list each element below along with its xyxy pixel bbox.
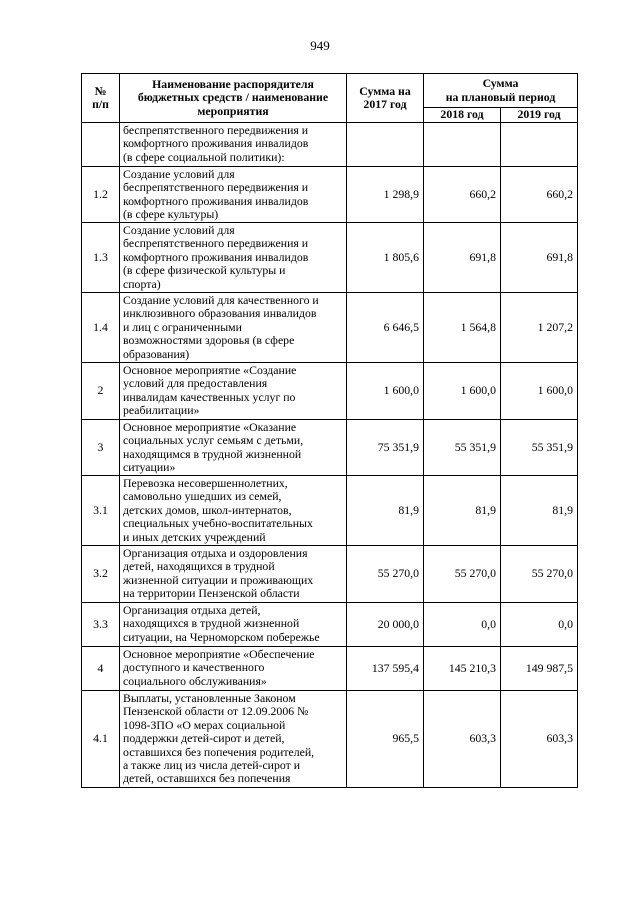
row-sum-2017: 1 600,0 — [347, 363, 424, 420]
header-sum-2017-line-1: Сумма на — [359, 83, 411, 98]
row-number: 4.1 — [82, 691, 120, 788]
row-sum-2018: 691,8 — [424, 223, 501, 293]
row-sum-2017 — [347, 123, 424, 167]
row-name-line: детей, находящихся в трудной — [123, 559, 275, 574]
row-name-line: Создание условий для — [123, 167, 235, 181]
row-sum-2019: 691,8 — [501, 223, 578, 293]
row-name-line: и иных детских учреждений — [123, 529, 266, 544]
row-name — [120, 647, 347, 691]
row-number: 3.2 — [82, 546, 120, 603]
row-name-line: беспрепятственного передвижения и — [123, 123, 309, 137]
header-planned-line-2: на плановый период — [445, 89, 556, 104]
row-name — [120, 603, 347, 647]
row-number: 4 — [82, 647, 120, 691]
row-sum-2019: 1 600,0 — [501, 363, 578, 420]
row-name-line: оставшихся без попечения родителей, — [123, 744, 315, 759]
header-2019: 2019 год — [501, 108, 578, 123]
row-sum-2018: 145 210,3 — [424, 647, 501, 691]
header-name — [120, 74, 347, 123]
row-sum-2019: 149 987,5 — [501, 647, 578, 691]
row-name-line: Перевозка несовершеннолетних, — [123, 476, 288, 490]
table-row — [82, 293, 578, 363]
row-name-line: Организация отдыха детей, — [123, 603, 261, 617]
table-row — [82, 167, 578, 223]
row-name-line: инвалидам качественных услуг по — [123, 389, 296, 404]
row-name-line: ситуации» — [123, 460, 176, 475]
row-name-line: Основное мероприятие «Обеспечение — [123, 647, 315, 661]
row-name-line: 1098-ЗПО «О мерах социальной — [123, 717, 286, 732]
row-name-line: возможностями здоровья (в сфере — [123, 333, 295, 348]
row-number: 3.3 — [82, 603, 120, 647]
row-sum-2017: 81,9 — [347, 476, 424, 546]
header-planned-line-1: Сумма — [482, 76, 519, 91]
row-sum-2019 — [501, 123, 578, 167]
row-sum-2018: 55 351,9 — [424, 420, 501, 476]
table-row — [82, 476, 578, 546]
row-sum-2018: 660,2 — [424, 167, 501, 223]
row-sum-2019: 81,9 — [501, 476, 578, 546]
row-name-line: поддержки детей-сирот и детей, — [123, 731, 285, 746]
table-row — [82, 420, 578, 476]
row-name — [120, 167, 347, 223]
row-sum-2018: 55 270,0 — [424, 546, 501, 603]
header-name-line-1: Наименование распорядителя — [152, 76, 314, 91]
header-num-line-1: № — [94, 83, 107, 98]
header-2018: 2018 год — [424, 108, 501, 123]
row-sum-2019: 1 207,2 — [501, 293, 578, 363]
row-sum-2017: 965,5 — [347, 691, 424, 788]
row-name-line: комфортного проживания инвалидов — [123, 136, 309, 151]
row-name-line: социального обслуживания» — [123, 673, 267, 688]
row-name-line: реабилитации» — [123, 403, 200, 418]
row-sum-2018: 603,3 — [424, 691, 501, 788]
row-number: 1.3 — [82, 223, 120, 293]
row-name-line: на территории Пензенской области — [123, 586, 300, 601]
row-sum-2019: 603,3 — [501, 691, 578, 788]
row-name — [120, 420, 347, 476]
row-sum-2018: 0,0 — [424, 603, 501, 647]
row-name — [120, 546, 347, 603]
row-name-line: инклюзивного образования инвалидов — [123, 306, 317, 321]
row-name — [120, 691, 347, 788]
row-name-line: беспрепятственного передвижения и — [123, 236, 309, 251]
row-number: 1.2 — [82, 167, 120, 223]
row-number: 3.1 — [82, 476, 120, 546]
row-name-line: беспрепятственного передвижения и — [123, 180, 309, 195]
row-name-line: доступного и качественного — [123, 660, 265, 675]
row-number: 1.4 — [82, 293, 120, 363]
header-num-line-2: п/п — [92, 97, 109, 111]
table-row — [82, 363, 578, 420]
header-sum-2017-line-2: 2017 год — [363, 97, 407, 111]
row-name — [120, 293, 347, 363]
row-sum-2017: 1 805,6 — [347, 223, 424, 293]
header-sum-2017 — [347, 74, 424, 123]
row-name-line: комфортного проживания инвалидов — [123, 193, 309, 208]
row-number — [82, 123, 120, 167]
row-name-line: находящимся в трудной жизненной — [123, 446, 302, 461]
row-name-line: спорта) — [123, 276, 161, 291]
row-sum-2017: 20 000,0 — [347, 603, 424, 647]
row-sum-2019: 55 270,0 — [501, 546, 578, 603]
row-name-line: самовольно ушедших из семей, — [123, 489, 282, 504]
row-name-line: Создание условий для — [123, 223, 235, 237]
row-name-line: ситуации, на Черноморском побережье — [123, 629, 320, 644]
table-row — [82, 647, 578, 691]
row-sum-2018 — [424, 123, 501, 167]
row-name-line: находящихся в трудной жизненной — [123, 616, 300, 631]
row-name-line: комфортного проживания инвалидов — [123, 249, 309, 264]
row-name-line: Создание условий для качественного и — [123, 293, 319, 307]
row-name-line: специальных учебно-воспитательных — [123, 516, 313, 531]
row-name-line: и лиц с ограниченными — [123, 319, 242, 334]
row-sum-2018: 81,9 — [424, 476, 501, 546]
row-sum-2017: 75 351,9 — [347, 420, 424, 476]
row-name-line: (в сфере физической культуры и — [123, 263, 286, 278]
row-name — [120, 223, 347, 293]
row-name-line: Выплаты, установленные Законом — [123, 691, 296, 705]
row-name-line: жизненной ситуации и проживающих — [123, 572, 314, 587]
row-name-line: Пензенской области от 12.09.2006 № — [123, 704, 309, 719]
row-number: 2 — [82, 363, 120, 420]
row-sum-2019: 660,2 — [501, 167, 578, 223]
row-sum-2018: 1 600,0 — [424, 363, 501, 420]
row-sum-2017: 55 270,0 — [347, 546, 424, 603]
row-sum-2017: 6 646,5 — [347, 293, 424, 363]
row-sum-2017: 1 298,9 — [347, 167, 424, 223]
row-name-line: Основное мероприятие «Создание — [123, 363, 297, 377]
row-sum-2017: 137 595,4 — [347, 647, 424, 691]
row-sum-2019: 0,0 — [501, 603, 578, 647]
row-name-line: детей, оставшихся без попечения — [123, 771, 291, 786]
row-name-line: а также лиц из числа детей-сирот и — [123, 758, 301, 773]
header-num — [82, 74, 120, 123]
row-number: 3 — [82, 420, 120, 476]
row-name-line: (в сфере культуры) — [123, 207, 219, 222]
row-name-line: детских домов, школ-интернатов, — [123, 502, 292, 517]
table-row — [82, 223, 578, 293]
row-name-line: социальных услуг семьям с детьми, — [123, 433, 304, 448]
row-name-line: Организация отдыха и оздоровления — [123, 546, 308, 560]
page-number: 949 — [310, 38, 330, 53]
table-row — [82, 603, 578, 647]
row-name-line: условий для предоставления — [123, 376, 268, 391]
header-name-line-2: бюджетных средств / наименование — [137, 90, 329, 105]
row-name — [120, 476, 347, 546]
budget-table — [81, 73, 578, 788]
row-name-line: образования) — [123, 346, 190, 361]
row-sum-2019: 55 351,9 — [501, 420, 578, 476]
header-name-line-3: мероприятия — [197, 103, 269, 118]
header-planned-period — [424, 74, 578, 108]
row-name — [120, 123, 347, 167]
table-row — [82, 123, 578, 167]
row-name-line: (в сфере социальной политики): — [123, 149, 285, 164]
row-name-line: Основное мероприятие «Оказание — [123, 420, 297, 434]
row-name — [120, 363, 347, 420]
table-row — [82, 691, 578, 788]
row-sum-2018: 1 564,8 — [424, 293, 501, 363]
table-row — [82, 546, 578, 603]
table-body — [82, 123, 578, 788]
